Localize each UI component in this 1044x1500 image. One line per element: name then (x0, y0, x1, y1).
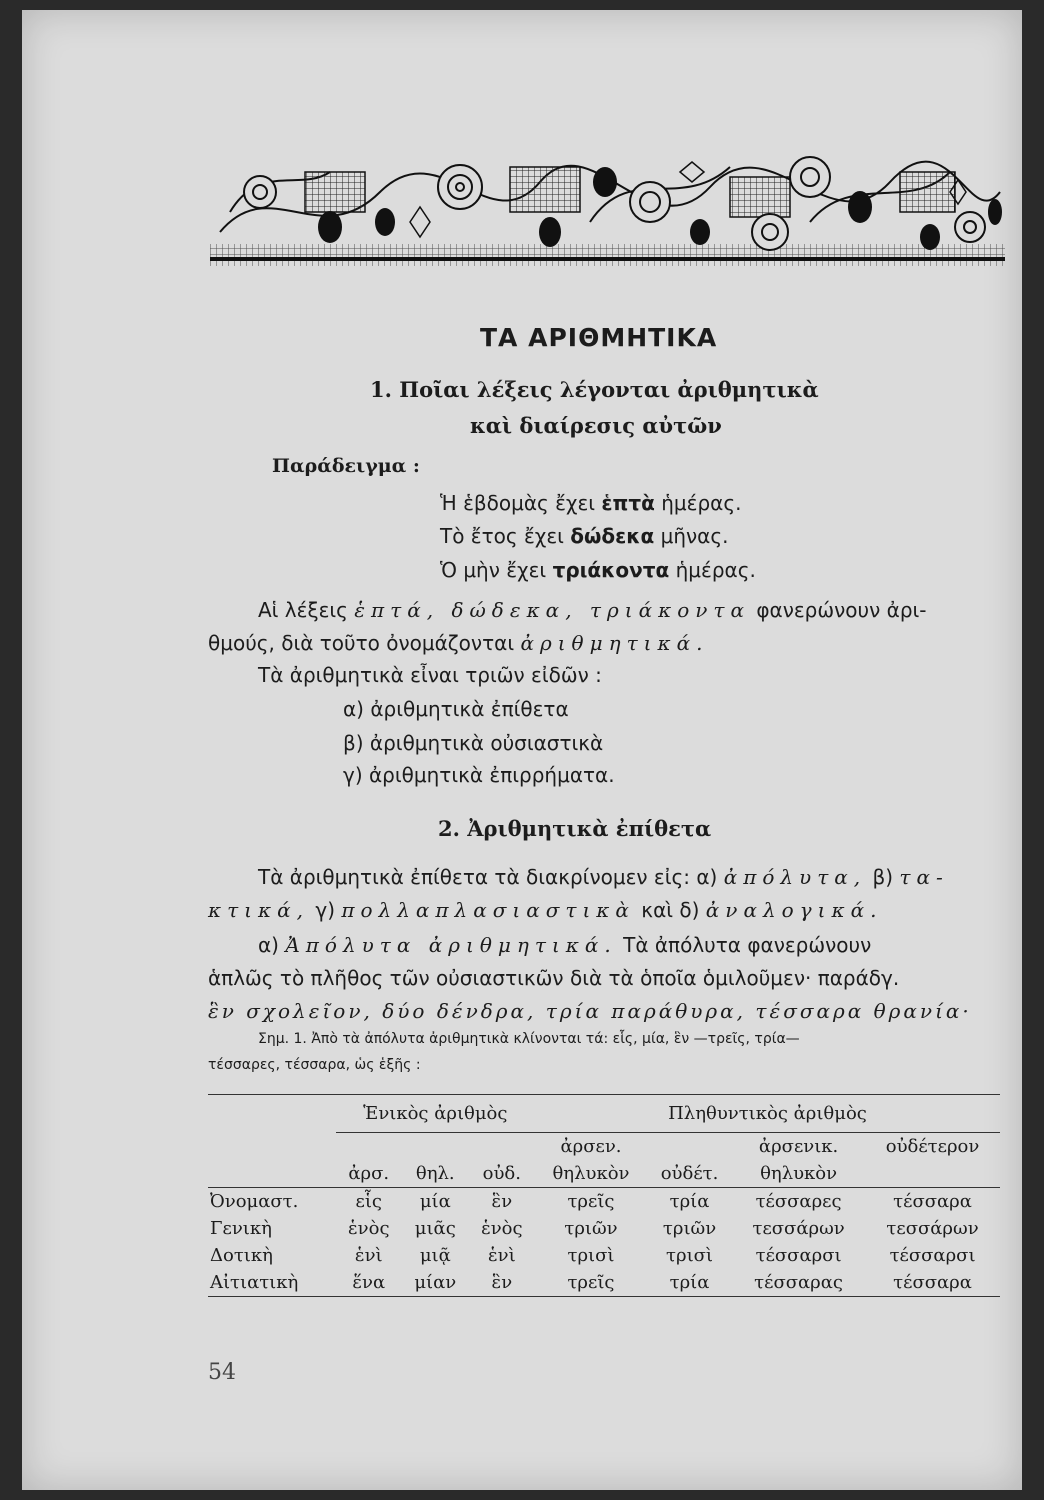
floral-border-ornament (210, 152, 1005, 270)
table-cell: τριῶν (662, 1218, 717, 1239)
header-top-cell (647, 1133, 732, 1161)
table-cell: τρισὶ (666, 1245, 713, 1266)
header-bottom-cell: ἀρσ. (348, 1163, 390, 1184)
absolute-numerals-examples: ἓν σχολεῖον, δύο δένδρα, τρία παράθυρα, τέσσαρα θρανία· (208, 999, 972, 1023)
kind-item-b: β) ἀριθμητικὰ οὐσιαστικὰ (343, 731, 604, 755)
example-line-2: Τὸ ἔτος ἔχει δώδεκα μῆνας. (440, 524, 729, 548)
absolute-numerals-paragraph-line2: ἁπλῶς τὸ πλῆθος τῶν οὐσιαστικῶν διὰ τὰ ὁποῖα ὁμιλοῦμεν· παράδγ. (208, 966, 900, 990)
table-cell: τρεῖς (567, 1191, 615, 1212)
table-cell: ἑνὶ (354, 1245, 383, 1266)
table-cell: τρία (669, 1272, 710, 1293)
declension-table (208, 1094, 1000, 1297)
section-2-heading: 2. Ἀριθμητικὰ ἐπίθετα (438, 816, 712, 841)
table-row (208, 1242, 1000, 1269)
table-cell: τρεῖς (567, 1272, 615, 1293)
table-row (208, 1269, 1000, 1297)
table-row (208, 1188, 1000, 1216)
table-cell: τεσσάρων (886, 1218, 979, 1239)
table-cell: ἑνὸς (481, 1218, 523, 1239)
table-cell: ἑνὸς (348, 1218, 390, 1239)
table-cell: τέσσαρσι (755, 1245, 842, 1266)
note-line-1: Σημ. 1. Ἀπὸ τὰ ἀπόλυτα ἀριθμητικὰ κλίνονται τά: εἷς, μία, ἓν —τρεῖς, τρία— (258, 1031, 800, 1047)
table-cell: μία (419, 1191, 451, 1212)
group-header-singular: Ἑνικὸς ἀριθμὸς (336, 1095, 535, 1133)
header-bottom-cell: θηλυκὸν (552, 1163, 630, 1184)
table-cell: τέσσαρσι (889, 1245, 976, 1266)
header-bottom-cell: θηλ. (415, 1163, 455, 1184)
case-name-cell: Αἰτιατικὴ (210, 1272, 299, 1293)
header-bottom-cell: οὐδέτ. (660, 1163, 719, 1184)
table-cell: τριῶν (564, 1218, 618, 1239)
table-cell: ἕνα (352, 1272, 386, 1293)
header-bottom-cell: οὐδ. (482, 1163, 521, 1184)
case-name-cell: Ὀνομαστ. (210, 1191, 299, 1212)
group-header-plural: Πληθυντικὸς ἀριθμὸς (535, 1095, 1000, 1133)
chapter-title: ΤΑ ΑΡΙΘΜΗΤΙΚΑ (480, 323, 718, 352)
table-cell: μιᾷ (419, 1245, 451, 1266)
header-top-cell: ἀρσενικ. (758, 1136, 839, 1157)
table-row (208, 1215, 1000, 1242)
header-top-cell (208, 1133, 336, 1161)
note-line-2: τέσσαρες, τέσσαρα, ὡς ἑξῆς : (208, 1057, 421, 1073)
table-cell: τρισὶ (567, 1245, 615, 1266)
adjectives-paragraph-line2: κτικά, γ) πολλαπλασιαστικὰ καὶ δ) ἀναλογικά. (208, 898, 883, 922)
table-cell: τέσσαρες (755, 1191, 842, 1212)
table-header-top-row (208, 1133, 1000, 1161)
section-1-heading-line2: καὶ διαίρεσις αὐτῶν (470, 413, 722, 438)
header-top-cell (402, 1133, 469, 1161)
table-header-bottom-row (208, 1160, 1000, 1188)
adjectives-paragraph-line1: Τὰ ἀριθμητικὰ ἐπίθετα τὰ διακρίνομεν εἰς: α) ἀπόλυτα, β) τα- (258, 865, 949, 889)
header-top-cell: οὐδέτερον (885, 1136, 980, 1157)
case-name-cell: Γενικὴ (210, 1218, 272, 1239)
header-top-cell: ἀρσεν. (560, 1136, 622, 1157)
header-top-cell (469, 1133, 535, 1161)
table-cell: τέσσαρα (893, 1191, 972, 1212)
table-cell: τέσσαρα (893, 1272, 972, 1293)
paragraph-numerals-definition-line2: θμούς, διὰ τοῦτο ὀνομάζονται ἀριθμητικά. (208, 631, 709, 655)
header-bottom-cell (865, 1160, 1000, 1188)
kind-item-c: γ) ἀριθμητικὰ ἐπιρρήματα. (343, 763, 615, 787)
table-cell: ἓν (491, 1191, 513, 1212)
header-bottom-cell: θηλυκὸν (760, 1163, 838, 1184)
paragraph-numerals-definition-line1: Αἱ λέξεις ἑπτά, δώδεκα, τριάκοντα φανερώνουν ἀρι- (258, 598, 927, 622)
table-cell: τρία (669, 1191, 710, 1212)
absolute-numerals-paragraph-line1: α) Ἀπόλυτα ἀριθμητικά. Τὰ ἀπόλυτα φανερώνουν (258, 933, 872, 957)
table-group-header-row (208, 1095, 1000, 1133)
table-cell: μιᾶς (414, 1218, 456, 1239)
table-cell: εἷς (355, 1191, 382, 1212)
table-cell: τέσσαρας (754, 1272, 844, 1293)
header-top-cell (336, 1133, 402, 1161)
section-1-heading-line1: 1. Ποῖαι λέξεις λέγονται ἀριθμητικὰ (370, 377, 819, 402)
header-bottom-cell (208, 1160, 336, 1188)
table-cell: τεσσάρων (752, 1218, 845, 1239)
page-number: 54 (208, 1360, 236, 1385)
table-cell: μίαν (414, 1272, 457, 1293)
table-cell: ἑνὶ (488, 1245, 516, 1266)
paragraph-three-kinds: Τὰ ἀριθμητικὰ εἶναι τριῶν εἰδῶν : (258, 663, 602, 687)
kind-item-a: α) ἀριθμητικὰ ἐπίθετα (343, 697, 569, 721)
example-label: Παράδειγμα : (272, 455, 420, 477)
example-line-1: Ἡ ἑβδομὰς ἔχει ἑπτὰ ἡμέρας. (440, 491, 742, 515)
table-cell: ἓν (491, 1272, 513, 1293)
example-line-3: Ὁ μὴν ἔχει τριάκοντα ἡμέρας. (440, 558, 756, 582)
case-name-cell: Δοτικὴ (210, 1245, 273, 1266)
